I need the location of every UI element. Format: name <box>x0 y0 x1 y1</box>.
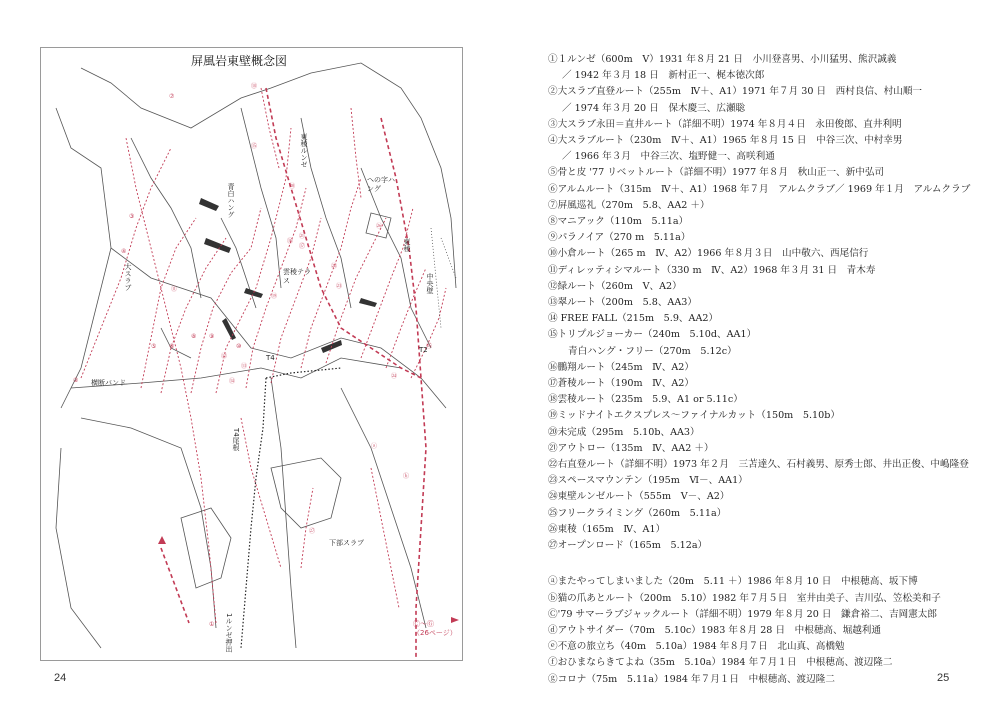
svg-text:㉕: ㉕ <box>426 343 433 350</box>
label-higashiryo-runze: 東稜ルンゼ <box>300 133 308 168</box>
label-runze-dashi: 1ルンゼ押出 <box>225 613 233 653</box>
route-15: ⑮トリプルジョーカー（240m 5.10d、AA1） <box>548 329 757 341</box>
svg-text:①: ① <box>209 621 215 628</box>
route-11: ⑪ディレッティシマルート（330 m Ⅳ、A2）1968 年３月 31 日 青木寿 <box>548 264 876 276</box>
label-t2: T2 <box>419 346 428 354</box>
route-02: ②大スラブ直登ルート（255m Ⅳ＋、A1）1971 年７月 30 日 西村良信、村山順一 <box>548 86 923 98</box>
route-map <box>40 47 463 661</box>
svg-text:⑩: ⑩ <box>236 343 242 350</box>
route-list <box>548 52 988 688</box>
svg-text:⑬: ⑬ <box>241 363 248 370</box>
label-ref-note <box>413 620 457 638</box>
label-odan-band: 横断バンド <box>91 379 126 387</box>
route-07: ⑦屏風巡礼（270m 5.8、AA2 ＋） <box>548 199 710 211</box>
route-c: Ⓒ'79 サマーラブジャックルート（詳細不明）1979 年８月 20 日 鎌倉裕二、吉岡憲太郎 <box>548 608 937 620</box>
svg-text:ⓐ: ⓐ <box>371 443 378 450</box>
route-02-cont: ／ 1974 年３月 20 日 保木慶三、広瀬聡 <box>562 102 746 114</box>
svg-text:②: ② <box>73 377 79 384</box>
map-drawing <box>41 48 462 660</box>
route-b: ⓑ猫の爪あとルート（200m 5.10）1982 年７月５日 室井由美子、吉川弘、笠松美和子 <box>548 592 941 604</box>
svg-text:㉓: ㉓ <box>336 283 343 290</box>
route-18: ⑱雲稜ルート（235m 5.9、A1 or 5.11c） <box>548 394 743 406</box>
route-26: ㉖東稜（165m Ⅳ、A1） <box>548 523 666 535</box>
route-20: ⑳未完成（295m 5.10b、AA3） <box>548 426 700 438</box>
route-05: ⑤骨と皮 '77 リベットルート（詳細不明）1977 年８月 秋山正一、新中弘司 <box>548 167 885 179</box>
label-kabu-surabu: 下部スラブ <box>329 539 364 547</box>
route-d: ⓓアウトサイダー（70m 5.10c）1983 年８月 28 日 中根穂高、堀越利通 <box>548 624 881 636</box>
ref-note-line2: （26ページ） <box>413 629 457 637</box>
svg-text:㉑: ㉑ <box>299 233 306 240</box>
svg-text:⑫: ⑫ <box>221 353 228 360</box>
label-chuo-heki: 中央壁 <box>426 273 434 294</box>
svg-text:③: ③ <box>129 213 135 220</box>
route-24: ㉔東壁ルンゼルート（555m Ⅴ－、A2） <box>548 491 730 503</box>
label-higashiryo: 東稜 <box>403 238 411 252</box>
route-13: ⑬翠ルート（200m 5.8、AA3） <box>548 297 697 309</box>
svg-text:⑧: ⑧ <box>191 333 197 340</box>
route-03: ③大スラブ永田＝直井ルート（詳細不明）1974 年８月４日 永田俊郎、直井利明 <box>548 118 902 130</box>
svg-text:⑳: ⑳ <box>289 183 296 190</box>
route-e: ⓔ不意の旅立ち（40m 5.10a）1984 年８月７日 北山真、高橋勉 <box>548 641 845 653</box>
route-a: ⓐまたやってしまいました（20m 5.11 ＋）1986 年８月 10 日 中根穂高、坂下博 <box>548 576 918 588</box>
route-25: ㉕フリークライミング（260m 5.11a） <box>548 507 727 519</box>
svg-text:⑮: ⑮ <box>251 143 258 150</box>
route-21: ㉑アウトロー（135m Ⅳ、AA2 ＋） <box>548 442 714 454</box>
map-title: 屏風岩東壁概念図 <box>191 54 288 68</box>
route-16: ⑯鵬翔ルート（245m Ⅳ、A2） <box>548 361 694 373</box>
label-t4-owner: T4尾根 <box>232 428 240 451</box>
svg-text:⑭: ⑭ <box>229 378 236 385</box>
route-g: ⓖコロナ（75m 5.11a）1984 年７月１日 中根穂高、渡辺隆二 <box>548 673 835 685</box>
svg-text:⑱: ⑱ <box>251 83 258 90</box>
route-06: ⑥アルムルート（315m Ⅳ＋、A1）1968 年７月 アルムクラブ／ 1969 年１月 アルムクラブ <box>548 183 971 195</box>
page-number-right: 25 <box>937 672 950 684</box>
svg-text:㉖: ㉖ <box>376 223 383 230</box>
label-t4: T4 <box>266 354 275 362</box>
route-14: ⑭ FREE FALL（215m 5.9、AA2） <box>548 313 719 325</box>
svg-text:㉔: ㉔ <box>391 373 398 380</box>
route-01: ①１ルンゼ（600m Ⅴ）1931 年８月 21 日 小川登喜男、小川猛男、熊沢誠義 <box>548 54 897 65</box>
route-17: ⑰蒼稜ルート（190m Ⅳ、A2） <box>548 378 694 390</box>
svg-text:㉗: ㉗ <box>309 528 316 535</box>
route-22: ㉒右直登ルート（詳細不明）1973 年２月 三苫達久、石村義男、原秀士郎、井出正俊、中嶋隆登 <box>548 459 969 471</box>
route-23: ㉓スペースマウンテン（195m Ⅵ－、AA1） <box>548 475 748 487</box>
label-kumoryo-terrace: 雲稜テラス <box>283 268 311 285</box>
svg-text:㉒: ㉒ <box>331 263 338 270</box>
route-04: ④大スラブルート（230m Ⅳ＋、A1）1965 年８月 15 日 中谷三次、中村幸男 <box>548 135 903 147</box>
route-12: ⑫緑ルート（260m Ⅴ、A2） <box>548 280 682 292</box>
route-27: ㉗オープンロード（165m 5.12a） <box>548 540 708 552</box>
route-09: ⑨パラノイア（270 m 5.11a） <box>548 232 691 244</box>
label-oosurabu: 大スラブ <box>124 263 132 291</box>
svg-text:⑰: ⑰ <box>299 243 306 250</box>
route-19: ⑲ミッドナイトエクスプレス～ファイナルカット（150m 5.10b） <box>548 410 840 422</box>
route-15-sub: 青白ハング・フリー（270m 5.12c） <box>568 345 737 357</box>
route-08: ⑧マニアック（110m 5.11a） <box>548 216 689 228</box>
section-gap <box>548 554 988 574</box>
label-aojiro-hang: 青白ハング <box>227 183 235 218</box>
svg-text:⑨: ⑨ <box>209 333 215 340</box>
page-number-left: 24 <box>54 672 67 684</box>
ref-note-line1: Ⓒ～Ⓖ <box>413 620 434 628</box>
svg-text:ⓑ: ⓑ <box>403 473 410 480</box>
svg-text:⑦: ⑦ <box>169 93 175 100</box>
svg-text:⑯: ⑯ <box>287 238 294 245</box>
svg-text:⑪: ⑪ <box>171 286 178 293</box>
svg-text:⑤: ⑤ <box>151 343 157 350</box>
route-04-cont: ／ 1966 年３月 中谷三次、塩野健一、高咲利通 <box>562 151 775 163</box>
route-10: ⑩小倉ルート（265 m Ⅳ、A2）1966 年８月３日 山中敬六、西尾信行 <box>548 248 869 260</box>
svg-text:④: ④ <box>121 248 127 255</box>
svg-text:⑥: ⑥ <box>169 343 175 350</box>
route-f: ⓕおひまならきてよね（35m 5.10a）1984 年７月１日 中根穂高、渡辺隆二 <box>548 657 893 669</box>
svg-text:⑲: ⑲ <box>271 293 278 300</box>
route-01-cont: ／ 1942 年３月 18 日 新村正一、梶本徳次郎 <box>562 70 765 82</box>
label-henoji-hang: への字ハング <box>367 176 395 193</box>
